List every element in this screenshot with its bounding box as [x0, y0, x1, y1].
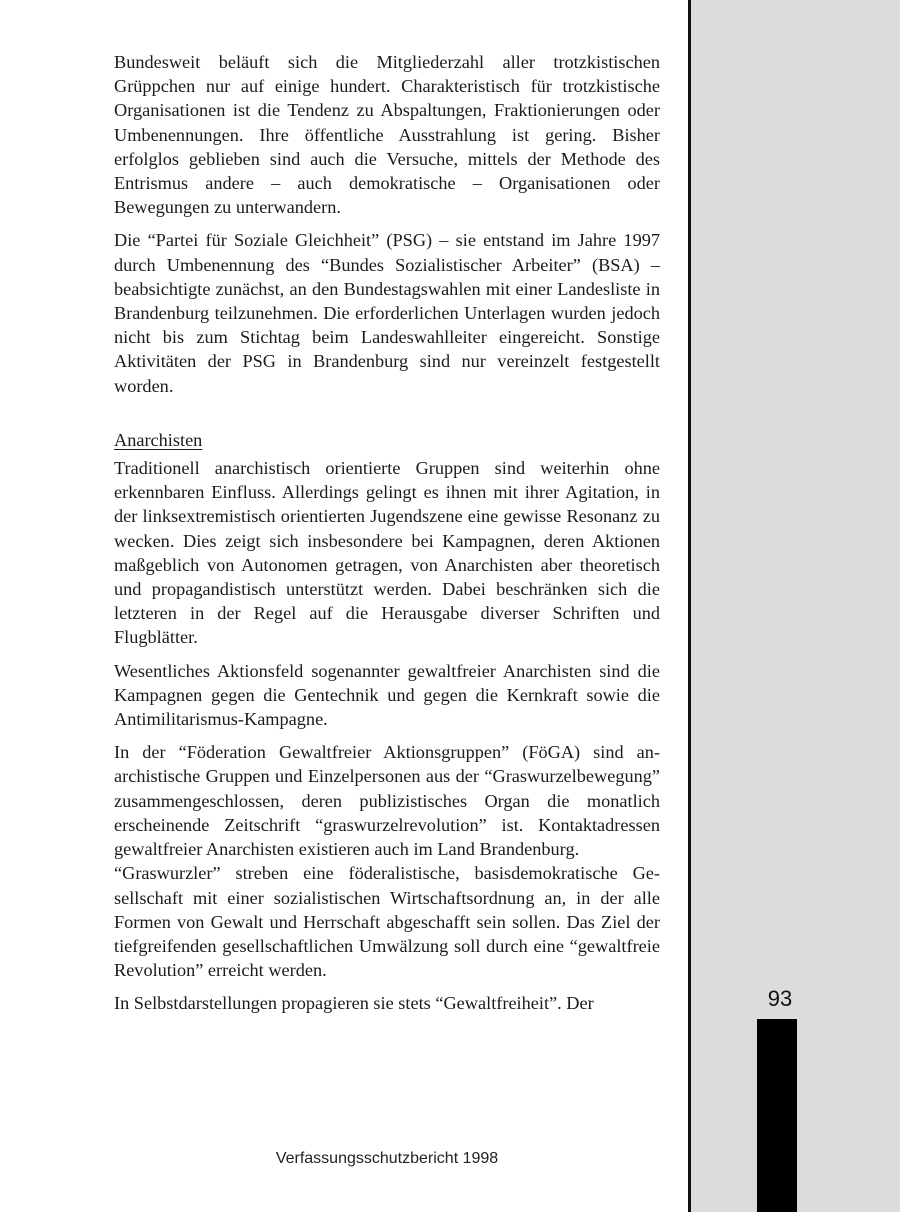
paragraph-foega: In der “Föderation Gewaltfreier Aktionsgruppen” (FöGA) sind anarchistische Gruppen und Einzelpersonen aus der “Graswurzelbewegung” zusammengeschlossen, deren publizistisches Organ die monatlich erscheinende Zeitschrift “graswurzelrevolution” ist. Kontaktadressen gewaltfreier Anarchisten existieren auch im Land Brandenburg. — [114, 742, 660, 860]
body-text — [114, 50, 660, 1025]
paragraph-gewaltfreiheit: In Selbstdarstellungen propagieren sie stets “Gewaltfreiheit”. Der — [114, 993, 594, 1014]
paragraph-anarchisten-einfluss: Traditionell anarchistisch orientierte Gruppen sind weiterhin ohne erkennbaren Einfluss. Allerdings gelingt es ihnen mit ihrer Agitation, in der linksextremistisch orientierten Jugendszene eine gewisse Resonanz zu wecken. Dies zeigt sich insbesondere bei Kampagnen, deren Aktionen maßgeblich von Autonomen getragen, von Anarchisten aber theoretisch und propagandistisch unterstützt werden. Dabei beschränken sich die letzteren in der Regel auf die Herausgabe diverser Schriften und Flugblätter. — [114, 458, 660, 648]
section-heading-anarchisten: Anarchisten — [114, 429, 203, 450]
page-thumb-tab — [757, 1019, 797, 1212]
paragraph-trotzkisten-mitglieder: Bundesweit beläuft sich die Mitgliederzahl aller trotzkistischen Grüppchen nur auf einige hundert. Charakteristisch für trotzkistische Organisationen ist die Tendenz zu Abspaltungen, Fraktionierungen oder Umbenennungen. Ihre öffentliche Ausstrahlung ist gering. Bisher erfolglos geblieben sind auch die Versuche, mittels der Methode des Entrismus andere – auch demokratische – Organisationen oder Bewegungen zu unterwandern. — [114, 52, 660, 218]
paragraph-aktionsfeld: Wesentliches Aktionsfeld sogenannter gewaltfreier Anarchisten sind die Kampagnen gegen die Gentechnik und gegen die Kernkraft sowie die Antimilitarismus-Kampagne. — [114, 660, 660, 730]
paragraph-graswurzler: “Graswurzler” streben eine föderalistische, basisdemokratische Gesellschaft mit einer sozialistischen Wirtschaftsordnung an, in der alle Formen von Gewalt und Herrschaft abgeschafft sein sollen. Das Ziel der tiefgreifenden gesellschaftlichen Umwälzung soll durch eine “gewaltfreie Revolution” erreicht werden. — [114, 863, 660, 981]
footer-report-title: Verfassungsschutzbericht 1998 — [275, 1150, 499, 1167]
page-number: 93 — [767, 986, 793, 1011]
paragraph-psg: Die “Partei für Soziale Gleichheit” (PSG) – sie entstand im Jahre 1997 durch Umbenennung des “Bundes Sozialistischer Arbeiter” (BSA) – beabsichtigte zunächst, an den Bundestagswahlen mit einer Landesliste in Brandenburg teilzunehmen. Die erforderlichen Unterlagen wurden jedoch nicht bis zum Stichtag beim Landeswahlleiter eingereicht. Sonstige Aktivitäten der PSG in Brandenburg sind nur vereinzelt festgestellt worden. — [114, 230, 660, 396]
